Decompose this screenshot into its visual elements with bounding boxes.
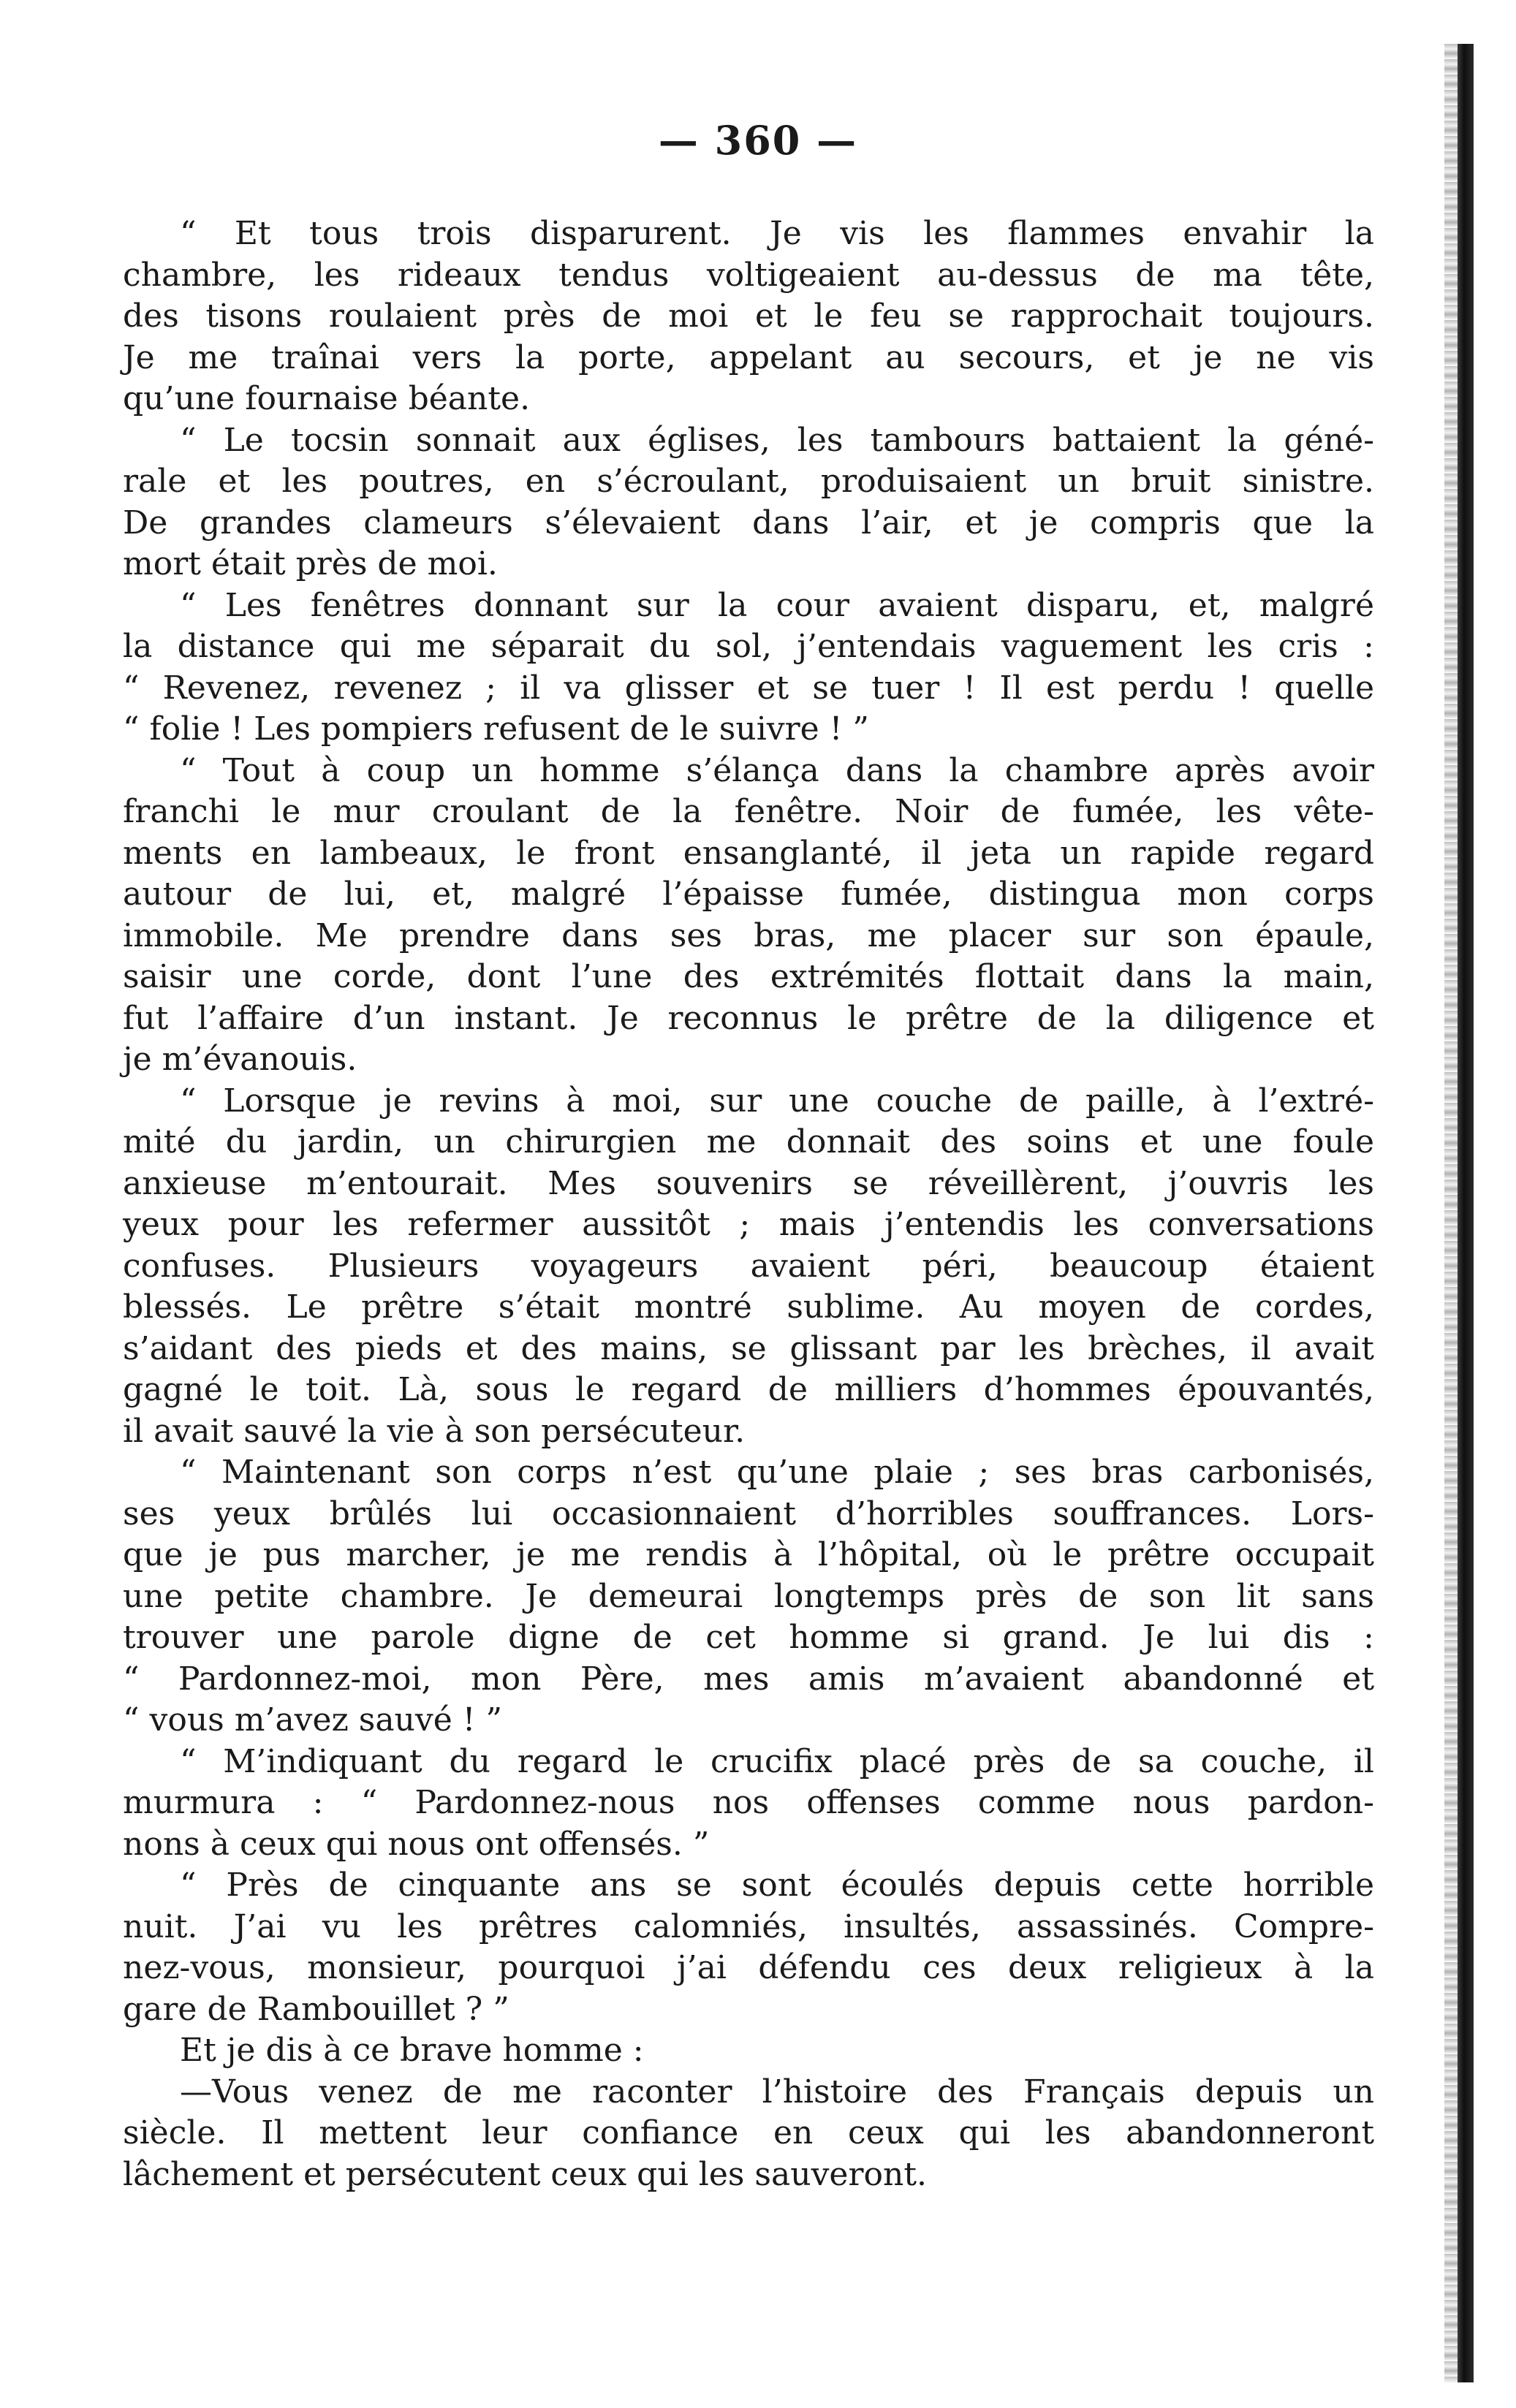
text-line: s’aidant des pieds et des mains, se glissant par les brèches, il avait [123,1329,1374,1367]
text-line: “ Lorsque je revins à moi, sur une couche de paille, à l’extré- [180,1082,1374,1120]
text-line: autour de lui, et, malgré l’épaisse fumée, distingua mon corps [123,876,1374,913]
text-line: “ Et tous trois disparurent. Je vis les flammes envahir la [180,215,1374,252]
text-line: une petite chambre. Je demeurai longtemps près de son lit sans [123,1577,1374,1615]
page-edge-shadow [1458,44,1474,2382]
body-text [123,213,1374,2195]
text-line: je m’évanouis. [123,1041,357,1078]
text-line: siècle. Il mettent leur confiance en ceux qui les abandonneront [123,2114,1374,2151]
text-line: confuses. Plusieurs voyageurs avaient péri, beaucoup étaient [123,1247,1374,1285]
text-line: mort était près de moi. [123,545,498,582]
page-edge-speckle [1444,44,1458,2382]
text-line: il avait sauvé la vie à son persécuteur. [123,1412,746,1450]
text-line: “ Le tocsin sonnait aux églises, les tambours battaient la géné- [180,421,1374,459]
text-line: blessés. Le prêtre s’était montré sublime. Au moyen de cordes, [123,1288,1374,1326]
text-line: Et je dis à ce brave homme : [180,2032,644,2069]
text-line: “ M’indiquant du regard le crucifix placé près de sa couche, il [180,1742,1374,1780]
text-line: De grandes clameurs s’élevaient dans l’air, et je compris que la [123,504,1374,542]
text-line: rale et les poutres, en s’écroulant, produisaient un bruit sinistre. [123,463,1374,500]
text-line: “ Revenez, revenez ; il va glisser et se tuer ! Il est perdu ! quelle [123,669,1374,707]
text-line: qu’une fournaise béante. [123,380,531,417]
text-line: Je me traînai vers la porte, appelant au secours, et je ne vis [123,338,1374,376]
text-line: fut l’affaire d’un instant. Je reconnus le prêtre de la diligence et [123,999,1374,1037]
text-line: nons à ceux qui nous ont offensés. ” [123,1825,710,1863]
text-line: —Vous venez de me raconter l’histoire des Français depuis un [180,2073,1374,2111]
text-line: ses yeux brûlés lui occasionnaient d’horribles souffrances. Lors- [123,1494,1374,1532]
text-line: “ Tout à coup un homme s’élança dans la chambre après avoir [180,751,1374,789]
text-line: la distance qui me séparait du sol, j’entendais vaguement les cris : [123,628,1374,665]
text-line: gare de Rambouillet ? ” [123,1990,509,2028]
text-line: “ Près de cinquante ans se sont écoulés depuis cette horrible [180,1866,1374,1904]
text-line: immobile. Me prendre dans ses bras, me placer sur son épaule, [123,916,1374,954]
text-line: saisir une corde, dont l’une des extrémités flottait dans la main, [123,958,1374,995]
text-line: mité du jardin, un chirurgien me donnait des soins et une foule [123,1123,1374,1161]
text-line: trouver une parole digne de cet homme si grand. Je lui dis : [123,1619,1374,1656]
text-line: “ Maintenant son corps n’est qu’une plaie ; ses bras carbonisés, [180,1454,1374,1491]
text-line: des tisons roulaient près de moi et le feu se rapprochait toujours. [123,297,1374,335]
text-line: “ vous m’avez sauvé ! ” [123,1701,502,1739]
text-line: franchi le mur croulant de la fenêtre. Noir de fumée, les vête- [123,793,1374,830]
text-line: yeux pour les refermer aussitôt ; mais j’entendis les conversations [123,1206,1374,1243]
text-line: “ Pardonnez-moi, mon Père, mes amis m’avaient abandonné et [123,1660,1374,1698]
text-line: murmura : “ Pardonnez-nous nos offenses comme nous pardon- [123,1784,1374,1821]
text-line: chambre, les rideaux tendus voltigeaient au-dessus de ma tête, [123,256,1374,294]
text-line: lâchement et persécutent ceux qui les sauveront. [123,2155,927,2193]
text-line: gagné le toit. Là, sous le regard de milliers d’hommes épouvantés, [123,1371,1374,1408]
text-line: “ folie ! Les pompiers refusent de le suivre ! ” [123,710,869,748]
page-number: — 360 — [658,117,858,164]
text-line: anxieuse m’entourait. Mes souvenirs se réveillèrent, j’ouvris les [123,1164,1374,1202]
text-line: nez-vous, monsieur, pourquoi j’ai défendu ces deux religieux à la [123,1949,1374,1986]
text-line: nuit. J’ai vu les prêtres calomniés, insultés, assassinés. Compre- [123,1907,1374,1945]
text-line: “ Les fenêtres donnant sur la cour avaient disparu, et, malgré [180,586,1374,624]
text-line: ments en lambeaux, le front ensanglanté, il jeta un rapide regard [123,834,1374,872]
text-line: que je pus marcher, je me rendis à l’hôpital, où le prêtre occupait [123,1536,1374,1573]
